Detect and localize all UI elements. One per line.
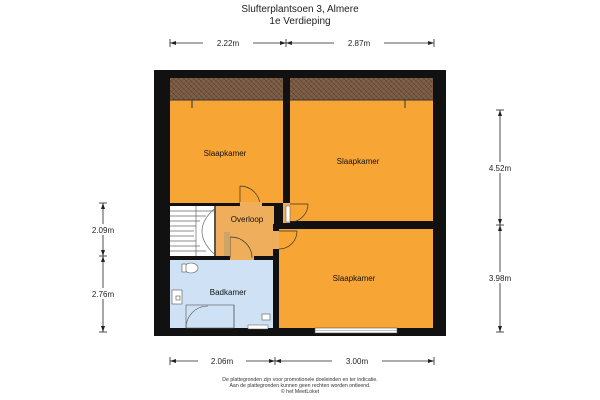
disclaimer-line-2: Aan de plattegronden kunnen geen rechten worden ontleend. — [229, 383, 371, 390]
dim-bottom-right-label: 3.00m — [345, 357, 369, 366]
wall-top-bedroom-bottom-right — [274, 224, 433, 229]
label-bedroom-bottom-right: Slaapkamer — [332, 274, 376, 283]
floor-title: 1e Verdieping — [269, 16, 331, 27]
dim-left-upper-label: 2.09m — [91, 226, 115, 235]
disclaimer-line-1: De plattegronden zijn voor promotionele doeleinden en ter indicatie. — [222, 377, 378, 383]
dim-left-lower-label: 2.76m — [91, 290, 115, 299]
label-bedroom-top-right: Slaapkamer — [336, 157, 380, 166]
dim-top-left-label: 2.22m — [216, 39, 240, 48]
disclaimer-line-3: © het MeetLoket — [280, 389, 320, 396]
stair-rail — [214, 206, 216, 256]
dim-bottom-left-label: 2.06m — [210, 357, 234, 366]
roof-slope-right — [290, 78, 433, 100]
label-bedroom-top-left: Slaapkamer — [203, 149, 247, 158]
landing-pillar — [224, 232, 230, 256]
roof-slope-left — [170, 78, 283, 100]
disclaimer — [0, 377, 600, 396]
wall-above-bathroom — [170, 256, 273, 260]
dim-right-lower-label: 3.98m — [488, 274, 512, 283]
label-landing: Overloop — [230, 215, 264, 224]
dim-right-upper-label: 4.52m — [488, 164, 512, 173]
dim-top-right-label: 2.87m — [347, 39, 371, 48]
label-bathroom: Badkamer — [209, 288, 247, 297]
wall-divider-top — [283, 70, 290, 222]
wall-under-bedroom-left — [170, 203, 240, 206]
window-bathroom — [248, 325, 268, 329]
address-title: Slufterplantsoen 3, Almere — [241, 4, 359, 15]
wall-under-bedroom-right — [290, 221, 433, 224]
